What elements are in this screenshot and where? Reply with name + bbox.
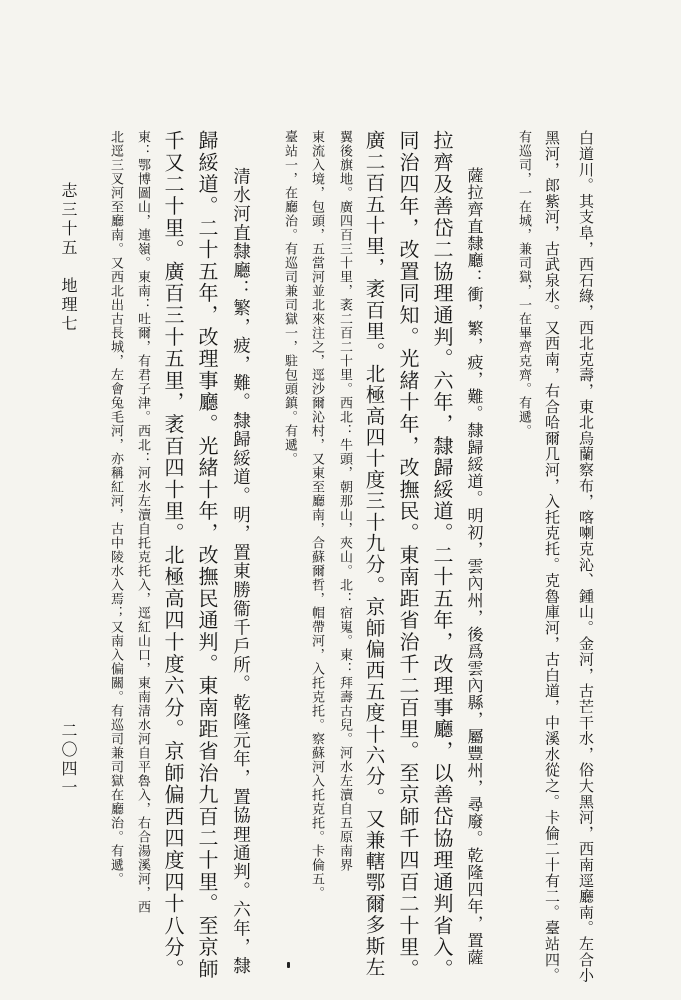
text-column-11: 清水河直隸廳：繁，疲，難。隸歸綏道。明，置東勝衞千戶所。乾隆元年，置協理通判。六年，隸 [230,167,251,976]
text-column-7: 廣二百五十里，袤百里。北極高四十度三十九分。京師偏西五度十六分。又兼轄鄂爾多斯左 [362,130,386,978]
text-column-13: 千又二十里。廣百三十五里，袤百四十里。北極高四十度六分。京師偏西四度四十八分。 [161,130,185,981]
text-column-6: 同治四年，改置同知。光緒十年，改撫民。東南距省治千二百里。至京師千四百二十里。 [396,130,420,981]
text-column-4: 薩拉齊直隸廳：衝，繁，疲，難。隸歸綏道。明初，雲內州，後爲雲內縣，屬豐州，尋廢。乾隆四年，置薩 [465,167,484,966]
text-column-10: 臺站一，在廳治。有巡司兼司獄一，駐包頭鎮。有遞。 [282,130,297,466]
text-column-3: 有巡司，一在城，兼司獄，一在畢齊克齊。有遞。 [516,130,531,438]
text-column-2: 黑河，郎紫河，古武泉水。又西南，右合哈爾几河，入托克托。克魯庫河，古白道，中溪水從之。卡倫二十有二。臺站四。 [543,130,561,984]
page-number: 二〇四一 [59,722,78,798]
text-column-12: 歸綏道。二十五年，改理事廳。光緒十年，改撫民通判。東南距省治九百二十里。至京師 [195,130,219,981]
text-column-8: 翼後旗地。廣四百三十里，袤二百二十里。西北：牛頭，朝那山，夾山。北：宿嵬。東：拜壽古兒。河水左瀆自五原南界 [337,130,352,872]
ink-speck [287,962,290,968]
text-column-15: 北逕三叉河至廳南。又西北出古長城，左會兔毛河，亦稱紅河，古中陵水入焉；又南入偏關。有巡司兼司獄在廳治。有遞。 [108,130,123,886]
chapter-margin-label: 志三十五 地理七 [59,182,78,334]
text-column-9: 東流入境，包頭，五當河並北來注之，逕沙爾沁村，又東至廳南，合蘇爾哲，帽帶河，入托克托。察蘇河入托克托。卡倫五。 [309,130,324,900]
text-column-1: 白道川。其支阜，西石綠，西北克壽，東北烏蘭察布，喀喇克沁、鍾山。金河，古芒干水，俗大黑河，西南逕廳南。左合小 [577,130,595,984]
text-column-5: 拉齊及善岱二協理通判。六年，隸歸綏道。二十五年，改理事廳，以善岱協理通判省入。 [430,130,454,981]
text-column-14: 東：鄂博圖山，連嶺。東南：吐爾，有君子津。西北：河水左瀆自托克托入，逕紅山口，東南清水河自平魯入，右合湯溪河，西 [135,130,150,914]
